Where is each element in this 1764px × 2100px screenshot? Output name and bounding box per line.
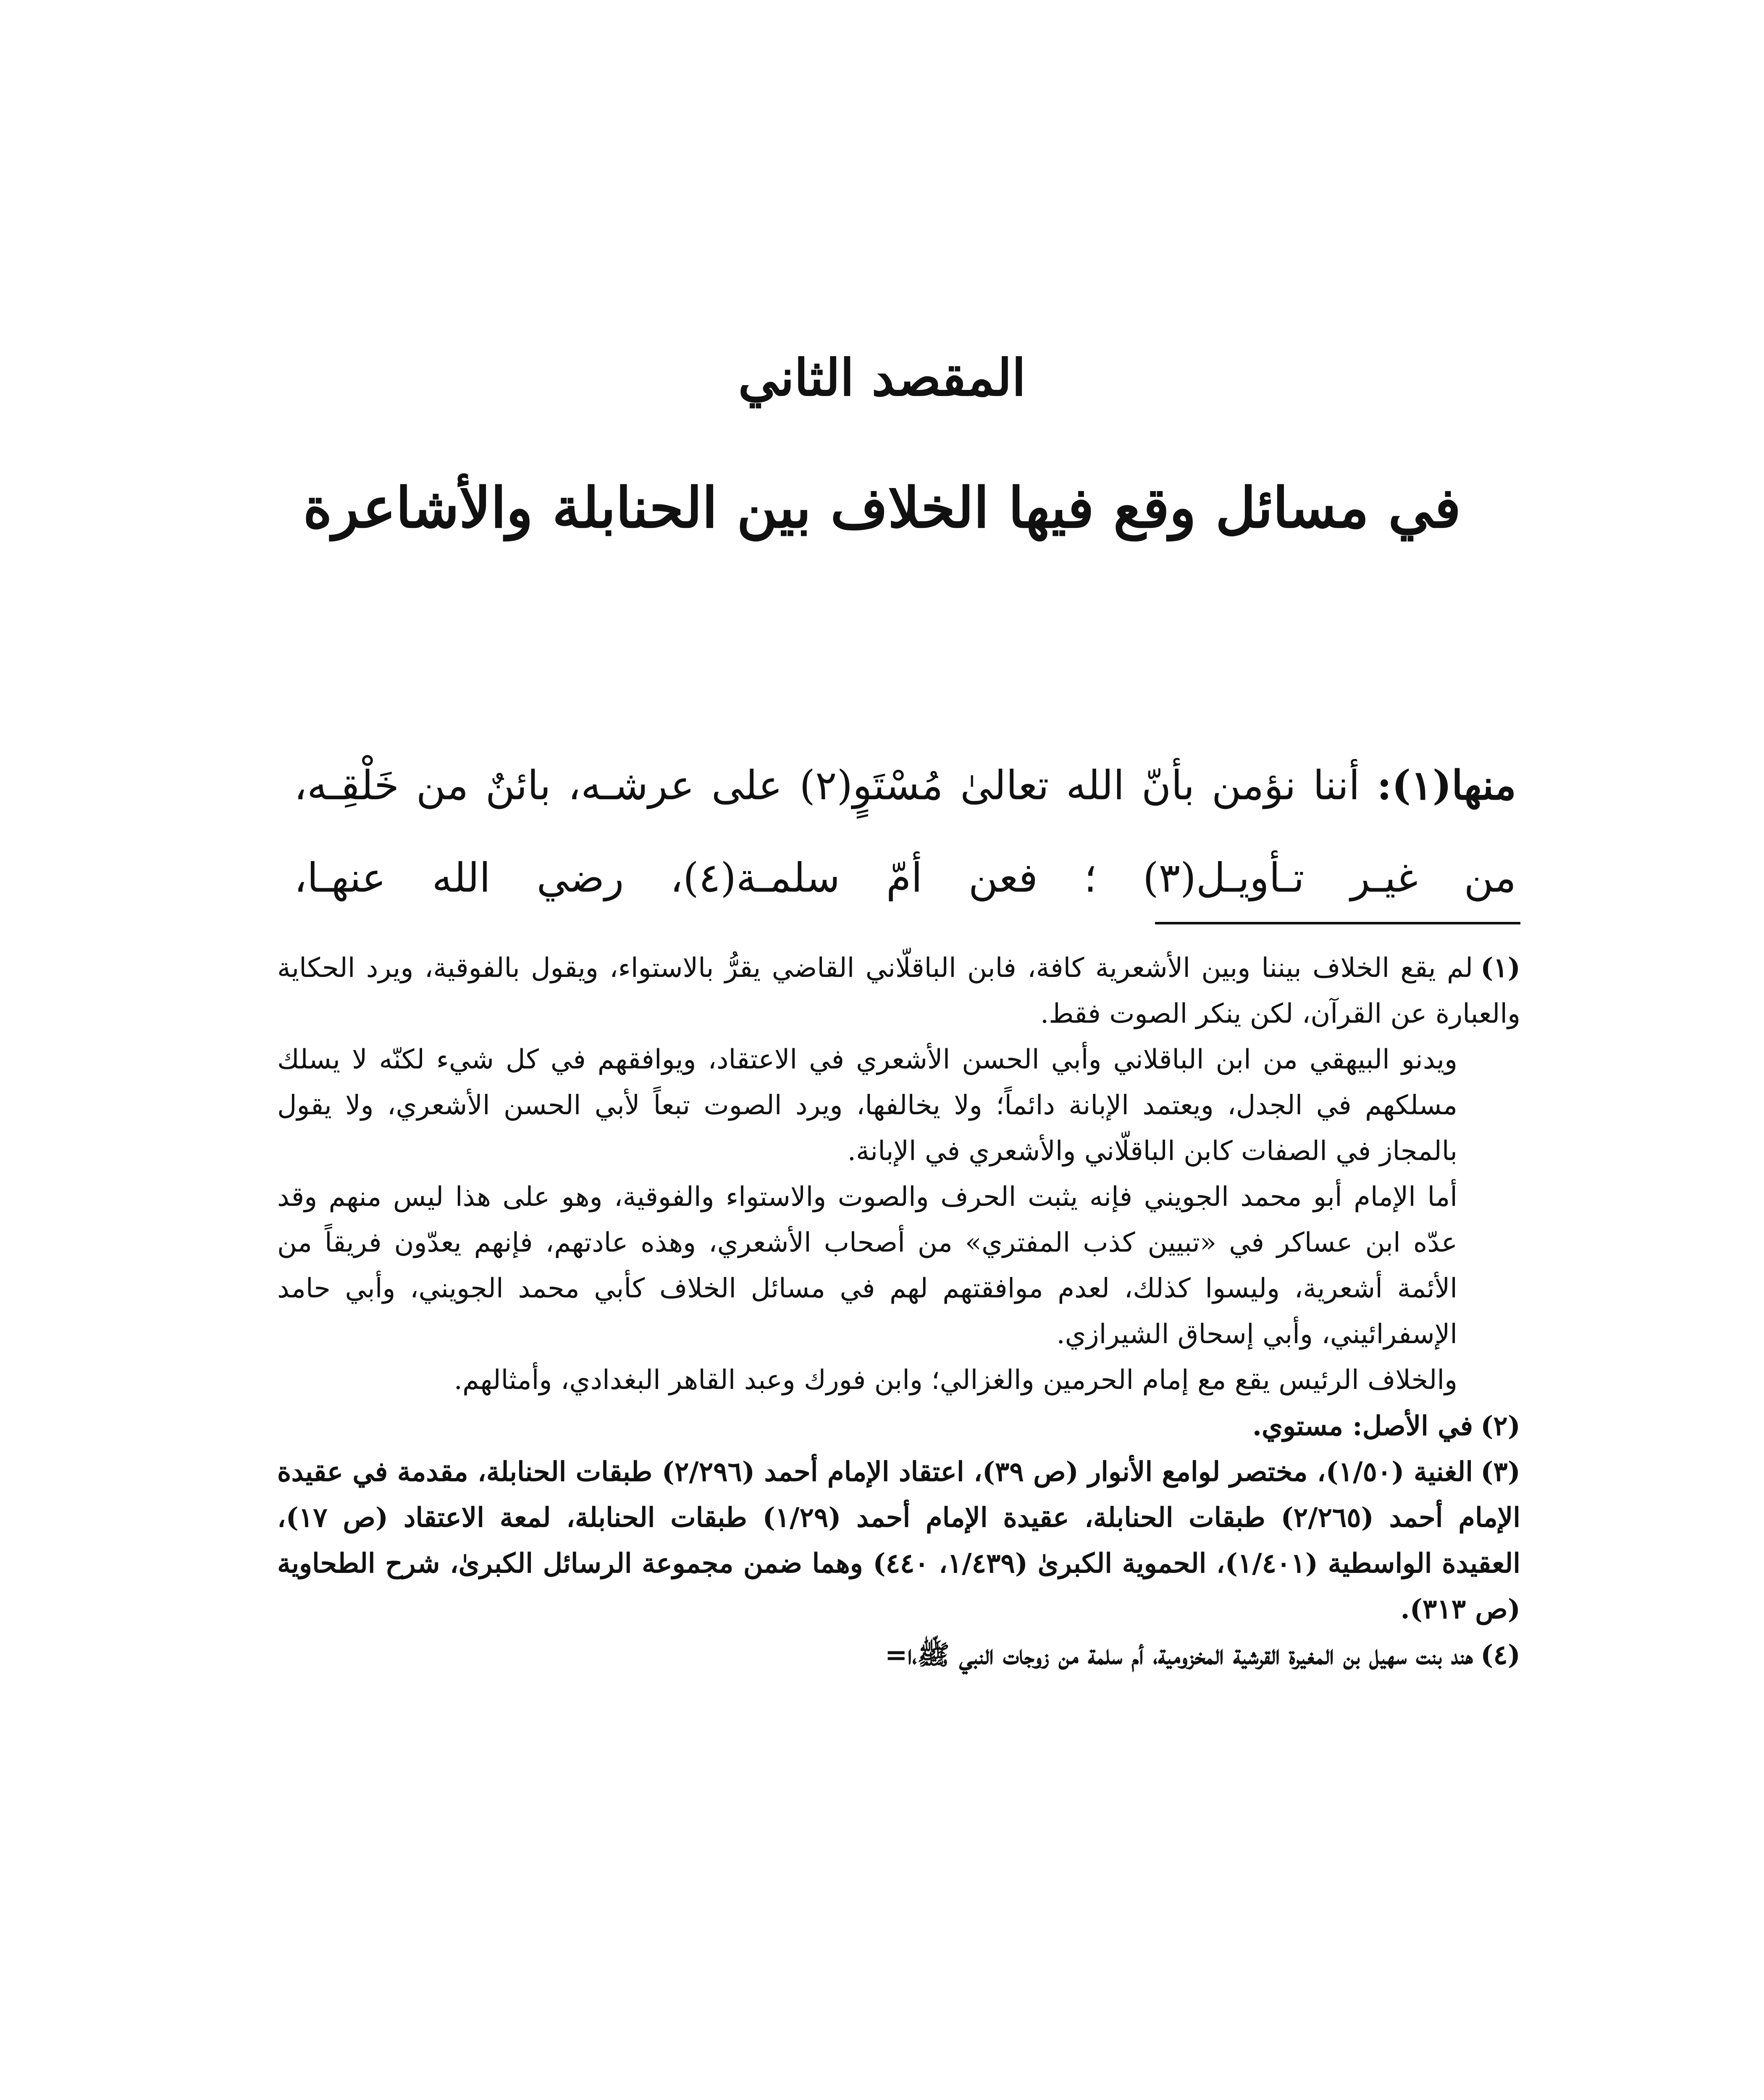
footnote-1-paragraph-4: والخلاف الرئيس يقع مع إمام الحرمين والغزالي؛ وابن فورك وعبد القاهر البغدادي، وأمثالهم. [454,1365,1457,1396]
footnote-1-number: (١) [1480,952,1521,984]
footnote-1-text: لم يقع الخلاف بيننا وبين الأشعرية كافة، فابن الباقلّاني القاضي يقرُّ بالاستواء، ويقول بالفوقية، ويرد الحكاية والعبارة عن القرآن، لكن ينكر الصوت فقط. [277,953,1520,1029]
footnote-4-number: (٤) [1480,1639,1520,1671]
footnotes [277,945,1520,1678]
footnote-3-text: الغنية (١/٥٠)، مختصر لوامع الأنوار (ص ٣٩)، اعتقاد الإمام أحمد (٢/٢٩٦) طبقات الحنابلة، مقدمة في عقيدة الإمام أحمد (٢/٢٦٥) طبقات الحنابلة، عقيدة الإمام أحمد (١/٢٩) طبقات الحنابلة، لمعة الاعتقاد (ص ١٧)، العقيدة الواسطية (١/٤٠١)، الحموية الكبرىٰ (١/٤٣٩، ٤٤٠) وهما ضمن مجموعة الرسائل الكبرىٰ، شرح الطحاوية (ص ٣١٣). [277,1456,1521,1625]
footnote-1-paragraph-2: ويدنو البيهقي من ابن الباقلاني وأبي الحسن الأشعري في الاعتقاد، ويوافقهم في كل شيء لكنّه لا يسلك مسلكهم في الجدل، ويعتمد الإبانة دائماً؛ ولا يخالفها، ويرد الصوت تبعاً لأبي الحسن الأشعري، ولا يقول بالمجاز في الصفات كابن الباقلّاني والأشعري في الإبانة. [277,1044,1457,1167]
footnote-3 [277,1449,1520,1632]
section-title: المقصد الثاني [738,348,1026,407]
footnote-1-paragraph-3: أما الإمام أبو محمد الجويني فإنه يثبت الحرف والصوت والاستواء والفوقية، وهو على هذا ليس منهم وقد عدّه ابن عساكر في «تبيين كذب المفتري» من أصحاب الأشعري، وهذه عادتهم، فإنهم يعدّون فريقاً من الأئمة أشعرية، وليسوا كذلك، لعدم موافقتهم لهم في مسائل الخلاف كأبي محمد الجويني، وأبي حامد الإسفرائيني، وأبي إسحاق الشيرازي. [277,1181,1457,1350]
footnote-3-number: (٣) [1480,1456,1521,1488]
footnote-2-number: (٢) [1480,1410,1520,1442]
footnote-4 [277,1632,1520,1678]
main-paragraph-text: أننا نؤمن بأنّ الله تعالىٰ مُسْتَوٍ(٢) على عرشـه، بائنٌ من خَلْقِـه، من غيـر تـأويـل(٣) ؛ فعن أمّ سلمـة(٤)، رضي الله عنهـا، [294,762,1516,901]
main-paragraph [294,739,1516,924]
footnote-4-text: هند بنت سهيل بن المغيرة القرشية المخزومية، أم سلمة من زوجات النبي ﷺ،ا= [885,1639,1473,1671]
section-subtitle: في مسائل وقع فيها الخلاف بين الحنابلة والأشاعرة [303,475,1461,541]
footnote-2 [277,1403,1520,1449]
footnote-1 [277,945,1520,1037]
footnote-2-text: في الأصل: مستوي. [1252,1410,1473,1442]
main-paragraph-lead: منها(١): [1377,761,1517,809]
footnote-separator [1155,922,1520,924]
